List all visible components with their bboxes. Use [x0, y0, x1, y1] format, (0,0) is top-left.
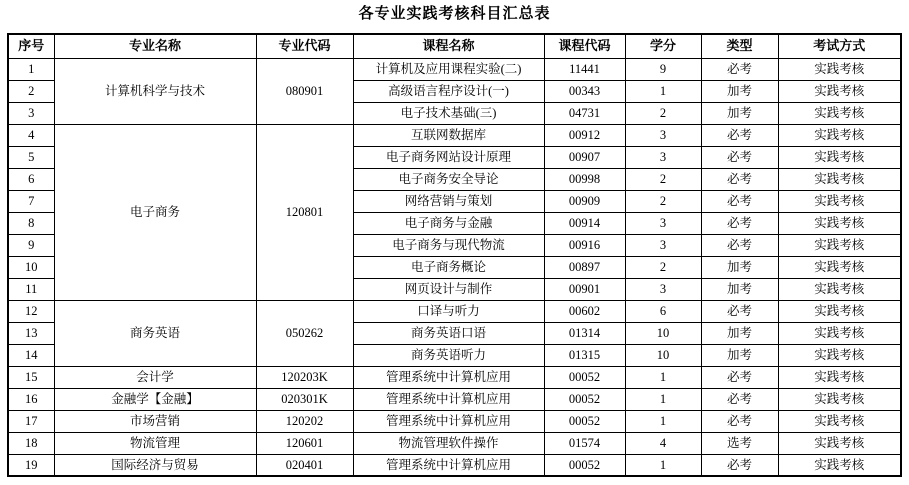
major-code: 020301K	[256, 388, 353, 410]
header-row-number: 序号	[8, 34, 54, 58]
course-code: 00897	[544, 256, 625, 278]
major-code: 120801	[256, 124, 353, 300]
row-number: 14	[8, 344, 54, 366]
exam-type: 必考	[701, 58, 778, 80]
credits: 2	[625, 256, 701, 278]
row-number: 8	[8, 212, 54, 234]
row-number: 9	[8, 234, 54, 256]
course-name: 网页设计与制作	[353, 278, 544, 300]
page-title: 各专业实践考核科目汇总表	[358, 6, 551, 22]
course-code: 00909	[544, 190, 625, 212]
exam-type: 加考	[701, 322, 778, 344]
row-number: 16	[8, 388, 54, 410]
row-number: 15	[8, 366, 54, 388]
header-type: 类型	[701, 34, 778, 58]
exam-type: 必考	[701, 454, 778, 476]
header-major-code: 专业代码	[256, 34, 353, 58]
course-name: 电子商务网站设计原理	[353, 146, 544, 168]
exam-type: 必考	[701, 300, 778, 322]
major-name: 国际经济与贸易	[54, 454, 256, 476]
course-code: 00916	[544, 234, 625, 256]
course-name: 互联网数据库	[353, 124, 544, 146]
exam-method: 实践考核	[778, 278, 901, 300]
major-code: 020401	[256, 454, 353, 476]
table-row	[8, 300, 901, 322]
exam-type: 加考	[701, 344, 778, 366]
course-code: 00907	[544, 146, 625, 168]
exam-method: 实践考核	[778, 124, 901, 146]
credits: 3	[625, 278, 701, 300]
exam-method: 实践考核	[778, 432, 901, 454]
course-name: 商务英语听力	[353, 344, 544, 366]
row-number: 4	[8, 124, 54, 146]
row-number: 18	[8, 432, 54, 454]
exam-type: 加考	[701, 80, 778, 102]
course-name: 管理系统中计算机应用	[353, 366, 544, 388]
major-name: 市场营销	[54, 410, 256, 432]
course-code: 00602	[544, 300, 625, 322]
credits: 2	[625, 102, 701, 124]
exam-method: 实践考核	[778, 58, 901, 80]
course-name: 商务英语口语	[353, 322, 544, 344]
course-name: 电子技术基础(三)	[353, 102, 544, 124]
major-name: 计算机科学与技术	[54, 58, 256, 124]
exam-type: 必考	[701, 410, 778, 432]
credits: 9	[625, 58, 701, 80]
major-name: 会计学	[54, 366, 256, 388]
exam-method: 实践考核	[778, 256, 901, 278]
course-name: 口译与听力	[353, 300, 544, 322]
major-name: 商务英语	[54, 300, 256, 366]
exam-type: 必考	[701, 190, 778, 212]
exam-method: 实践考核	[778, 234, 901, 256]
table-header-row	[8, 34, 901, 58]
credits: 10	[625, 344, 701, 366]
course-code: 01574	[544, 432, 625, 454]
table-row	[8, 454, 901, 476]
exam-type: 必考	[701, 388, 778, 410]
course-name: 电子商务与现代物流	[353, 234, 544, 256]
credits: 4	[625, 432, 701, 454]
header-major-name: 专业名称	[54, 34, 256, 58]
exam-method: 实践考核	[778, 344, 901, 366]
table-row	[8, 410, 901, 432]
credits: 2	[625, 190, 701, 212]
exam-type: 必考	[701, 366, 778, 388]
course-code: 00343	[544, 80, 625, 102]
exam-method: 实践考核	[778, 102, 901, 124]
major-code: 080901	[256, 58, 353, 124]
credits: 1	[625, 80, 701, 102]
row-number: 5	[8, 146, 54, 168]
row-number: 10	[8, 256, 54, 278]
row-number: 3	[8, 102, 54, 124]
exam-method: 实践考核	[778, 146, 901, 168]
course-name: 管理系统中计算机应用	[353, 388, 544, 410]
course-code: 00052	[544, 410, 625, 432]
table-row	[8, 124, 901, 146]
credits: 2	[625, 168, 701, 190]
exam-type: 必考	[701, 124, 778, 146]
row-number: 11	[8, 278, 54, 300]
course-name: 电子商务概论	[353, 256, 544, 278]
row-number: 6	[8, 168, 54, 190]
course-code: 00052	[544, 454, 625, 476]
credits: 3	[625, 234, 701, 256]
major-name: 物流管理	[54, 432, 256, 454]
course-name: 电子商务与金融	[353, 212, 544, 234]
course-code: 11441	[544, 58, 625, 80]
header-course-code: 课程代码	[544, 34, 625, 58]
exam-method: 实践考核	[778, 454, 901, 476]
exam-type: 加考	[701, 278, 778, 300]
course-code: 01314	[544, 322, 625, 344]
credits: 3	[625, 212, 701, 234]
course-code: 00914	[544, 212, 625, 234]
course-name: 电子商务安全导论	[353, 168, 544, 190]
exam-type: 必考	[701, 146, 778, 168]
header-exam-method: 考试方式	[778, 34, 901, 58]
exam-method: 实践考核	[778, 366, 901, 388]
course-code: 00052	[544, 366, 625, 388]
exam-method: 实践考核	[778, 410, 901, 432]
course-code: 01315	[544, 344, 625, 366]
exam-method: 实践考核	[778, 190, 901, 212]
major-code: 120601	[256, 432, 353, 454]
exam-type: 必考	[701, 212, 778, 234]
table-row	[8, 388, 901, 410]
course-code: 00052	[544, 388, 625, 410]
credits: 1	[625, 366, 701, 388]
major-name: 金融学【金融】	[54, 388, 256, 410]
row-number: 12	[8, 300, 54, 322]
credits: 1	[625, 410, 701, 432]
row-number: 2	[8, 80, 54, 102]
course-code: 00901	[544, 278, 625, 300]
practical-subjects-table	[7, 33, 902, 477]
table-row	[8, 366, 901, 388]
credits: 1	[625, 388, 701, 410]
major-code: 050262	[256, 300, 353, 366]
exam-type: 选考	[701, 432, 778, 454]
course-code: 00998	[544, 168, 625, 190]
exam-type: 加考	[701, 256, 778, 278]
course-name: 管理系统中计算机应用	[353, 410, 544, 432]
exam-method: 实践考核	[778, 212, 901, 234]
exam-type: 必考	[701, 234, 778, 256]
row-number: 7	[8, 190, 54, 212]
course-name: 管理系统中计算机应用	[353, 454, 544, 476]
row-number: 19	[8, 454, 54, 476]
major-code: 120203K	[256, 366, 353, 388]
major-code: 120202	[256, 410, 353, 432]
course-name: 计算机及应用课程实验(二)	[353, 58, 544, 80]
course-name: 高级语言程序设计(一)	[353, 80, 544, 102]
major-name: 电子商务	[54, 124, 256, 300]
course-code: 00912	[544, 124, 625, 146]
header-course-name: 课程名称	[353, 34, 544, 58]
credits: 6	[625, 300, 701, 322]
course-name: 网络营销与策划	[353, 190, 544, 212]
course-code: 04731	[544, 102, 625, 124]
course-name: 物流管理软件操作	[353, 432, 544, 454]
exam-type: 必考	[701, 168, 778, 190]
header-credits: 学分	[625, 34, 701, 58]
row-number: 1	[8, 58, 54, 80]
exam-method: 实践考核	[778, 300, 901, 322]
row-number: 13	[8, 322, 54, 344]
exam-method: 实践考核	[778, 322, 901, 344]
credits: 10	[625, 322, 701, 344]
credits: 3	[625, 124, 701, 146]
credits: 3	[625, 146, 701, 168]
exam-method: 实践考核	[778, 388, 901, 410]
exam-method: 实践考核	[778, 80, 901, 102]
row-number: 17	[8, 410, 54, 432]
table-row	[8, 432, 901, 454]
credits: 1	[625, 454, 701, 476]
exam-method: 实践考核	[778, 168, 901, 190]
table-row	[8, 58, 901, 80]
exam-type: 加考	[701, 102, 778, 124]
